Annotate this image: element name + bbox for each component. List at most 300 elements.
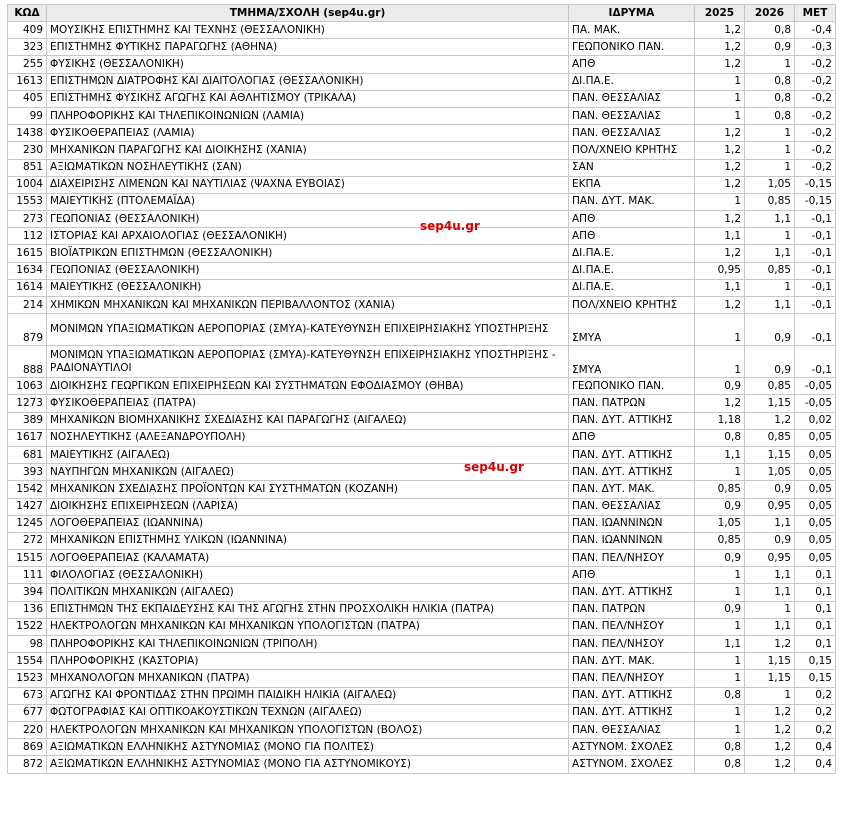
cell-2025: 1,18 <box>695 412 745 429</box>
cell-institution: ΕΚΠΑ <box>569 176 695 193</box>
cell-code: 1613 <box>8 73 47 90</box>
cell-change: 0,4 <box>795 756 836 773</box>
cell-institution: ΔΠΘ <box>569 429 695 446</box>
header-institution: ΙΔΡΥΜΑ <box>569 5 695 22</box>
cell-2026: 1 <box>745 228 795 245</box>
cell-change: 0,2 <box>795 687 836 704</box>
cell-institution: ΠΑΝ. ΔΥΤ. ΑΤΤΙΚΗΣ <box>569 412 695 429</box>
cell-2026: 1,15 <box>745 395 795 412</box>
cell-2026: 0,8 <box>745 107 795 124</box>
cell-department: ΜΑΙΕΥΤΙΚΗΣ (ΑΙΓΑΛΕΩ) <box>47 446 569 463</box>
table-row <box>8 395 836 412</box>
cell-2025: 1,2 <box>695 297 745 314</box>
cell-institution: ΠΑΝ. ΠΕΛ/ΝΗΣΟΥ <box>569 670 695 687</box>
table-row <box>8 73 836 90</box>
cell-2026: 1,1 <box>745 211 795 228</box>
table-row <box>8 346 836 378</box>
cell-institution: ΑΣΤΥΝΟΜ. ΣΧΟΛΕΣ <box>569 756 695 773</box>
cell-2025: 1 <box>695 346 745 378</box>
cell-2026: 1,15 <box>745 446 795 463</box>
cell-change: -0,3 <box>795 39 836 56</box>
cell-change: 0,05 <box>795 446 836 463</box>
cell-2026: 1,2 <box>745 739 795 756</box>
cell-code: 872 <box>8 756 47 773</box>
cell-institution: ΠΑΝ. ΙΩΑΝΝΙΝΩΝ <box>569 515 695 532</box>
cell-change: -0,05 <box>795 378 836 395</box>
cell-institution: ΣΜΥΑ <box>569 314 695 346</box>
cell-institution: ΑΠΘ <box>569 56 695 73</box>
table-row <box>8 279 836 296</box>
cell-institution: ΠΑΝ. ΔΥΤ. ΜΑΚ. <box>569 193 695 210</box>
cell-change: -0,4 <box>795 22 836 39</box>
table-row <box>8 601 836 618</box>
cell-code: 1245 <box>8 515 47 532</box>
cell-code: 272 <box>8 532 47 549</box>
results-table <box>7 4 836 774</box>
header-2025: 2025 <box>695 5 745 22</box>
cell-code: 255 <box>8 56 47 73</box>
cell-department: ΑΓΩΓΗΣ ΚΑΙ ΦΡΟΝΤΙΔΑΣ ΣΤΗΝ ΠΡΩΙΜΗ ΠΑΙΔΙΚΗ ΗΛΙΚΙΑ (ΑΙΓΑΛΕΩ) <box>47 687 569 704</box>
table-row <box>8 245 836 262</box>
cell-department: ΜΟΝΙΜΩΝ ΥΠΑΞΙΩΜΑΤΙΚΩΝ ΑΕΡΟΠΟΡΙΑΣ (ΣΜΥΑ)-ΚΑΤΕΥΘΥΝΣΗ ΕΠΙΧΕΙΡΗΣΙΑΚΗΣ ΥΠΟΣΤΗΡΙΞΗΣ <box>47 314 569 346</box>
cell-department: ΠΛΗΡΟΦΟΡΙΚΗΣ ΚΑΙ ΤΗΛΕΠΙΚΟΙΝΩΝΙΩΝ (ΛΑΜΙΑ) <box>47 107 569 124</box>
cell-code: 1554 <box>8 653 47 670</box>
cell-2026: 0,85 <box>745 429 795 446</box>
cell-2026: 0,95 <box>745 550 795 567</box>
header-2026: 2026 <box>745 5 795 22</box>
cell-department: ΜΟΝΙΜΩΝ ΥΠΑΞΙΩΜΑΤΙΚΩΝ ΑΕΡΟΠΟΡΙΑΣ (ΣΜΥΑ)-ΚΑΤΕΥΘΥΝΣΗ ΕΠΙΧΕΙΡΗΣΙΑΚΗΣ ΥΠΟΣΤΗΡΙΞΗΣ - ΡΑΔΙΟΝΑΥΤΙΛΟΙ <box>47 346 569 378</box>
cell-2025: 1,2 <box>695 142 745 159</box>
cell-institution: ΠΑΝ. ΘΕΣΣΑΛΙΑΣ <box>569 125 695 142</box>
cell-change: -0,2 <box>795 159 836 176</box>
cell-2025: 1 <box>695 670 745 687</box>
cell-2026: 0,9 <box>745 346 795 378</box>
cell-2025: 0,85 <box>695 532 745 549</box>
cell-2026: 0,9 <box>745 481 795 498</box>
cell-change: -0,1 <box>795 279 836 296</box>
cell-change: -0,15 <box>795 176 836 193</box>
table-row <box>8 550 836 567</box>
table-row <box>8 297 836 314</box>
cell-institution: ΑΣΤΥΝΟΜ. ΣΧΟΛΕΣ <box>569 739 695 756</box>
cell-2025: 0,95 <box>695 262 745 279</box>
table-row <box>8 567 836 584</box>
cell-code: 851 <box>8 159 47 176</box>
cell-code: 879 <box>8 314 47 346</box>
cell-code: 1617 <box>8 429 47 446</box>
cell-2026: 1,05 <box>745 176 795 193</box>
cell-2026: 1 <box>745 142 795 159</box>
cell-institution: ΠΑΝ. ΔΥΤ. ΑΤΤΙΚΗΣ <box>569 446 695 463</box>
cell-2025: 1,05 <box>695 515 745 532</box>
cell-change: 0,4 <box>795 739 836 756</box>
cell-department: ΜΗΧΑΝΙΚΩΝ ΣΧΕΔΙΑΣΗΣ ΠΡΟΪΟΝΤΩΝ ΚΑΙ ΣΥΣΤΗΜΑΤΩΝ (ΚΟΖΑΝΗ) <box>47 481 569 498</box>
cell-2025: 0,9 <box>695 550 745 567</box>
cell-2025: 0,9 <box>695 498 745 515</box>
cell-change: -0,1 <box>795 228 836 245</box>
cell-code: 1273 <box>8 395 47 412</box>
cell-code: 273 <box>8 211 47 228</box>
cell-institution: ΣΜΥΑ <box>569 346 695 378</box>
cell-department: ΛΟΓΟΘΕΡΑΠΕΙΑΣ (ΚΑΛΑΜΑΤΑ) <box>47 550 569 567</box>
cell-2025: 1,2 <box>695 39 745 56</box>
watermark: sep4u.gr <box>420 219 480 233</box>
table-row <box>8 107 836 124</box>
cell-2026: 1,2 <box>745 636 795 653</box>
cell-code: 389 <box>8 412 47 429</box>
table-row <box>8 584 836 601</box>
cell-2026: 0,8 <box>745 73 795 90</box>
cell-2025: 1 <box>695 704 745 721</box>
cell-code: 677 <box>8 704 47 721</box>
cell-institution: ΠΑΝ. ΔΥΤ. ΜΑΚ. <box>569 653 695 670</box>
cell-department: ΜΑΙΕΥΤΙΚΗΣ (ΠΤΟΛΕΜΑΪΔΑ) <box>47 193 569 210</box>
cell-change: 0,05 <box>795 550 836 567</box>
cell-change: -0,15 <box>795 193 836 210</box>
cell-change: -0,05 <box>795 395 836 412</box>
cell-2025: 0,8 <box>695 739 745 756</box>
cell-change: 0,05 <box>795 481 836 498</box>
cell-department: ΑΞΙΩΜΑΤΙΚΩΝ ΕΛΛΗΝΙΚΗΣ ΑΣΤΥΝΟΜΙΑΣ (ΜΟΝΟ ΓΙΑ ΠΟΛΙΤΕΣ) <box>47 739 569 756</box>
table-row <box>8 704 836 721</box>
table-row <box>8 687 836 704</box>
cell-2025: 1 <box>695 464 745 481</box>
cell-change: -0,1 <box>795 211 836 228</box>
cell-department: ΝΑΥΠΗΓΩΝ ΜΗΧΑΝΙΚΩΝ (ΑΙΓΑΛΕΩ) <box>47 464 569 481</box>
cell-department: ΕΠΙΣΤΗΜΗΣ ΦΥΣΙΚΗΣ ΑΓΩΓΗΣ ΚΑΙ ΑΘΛΗΤΙΣΜΟΥ (ΤΡΙΚΑΛΑ) <box>47 90 569 107</box>
cell-code: 1515 <box>8 550 47 567</box>
cell-2025: 1,2 <box>695 56 745 73</box>
cell-institution: ΠΑΝ. ΠΕΛ/ΝΗΣΟΥ <box>569 618 695 635</box>
cell-code: 1523 <box>8 670 47 687</box>
cell-department: ΜΗΧΑΝΙΚΩΝ ΒΙΟΜΗΧΑΝΙΚΗΣ ΣΧΕΔΙΑΣΗΣ ΚΑΙ ΠΑΡΑΓΩΓΗΣ (ΑΙΓΑΛΕΩ) <box>47 412 569 429</box>
table-row <box>8 670 836 687</box>
cell-code: 323 <box>8 39 47 56</box>
cell-change: -0,2 <box>795 56 836 73</box>
cell-2025: 1 <box>695 314 745 346</box>
cell-institution: ΠΑΝ. ΘΕΣΣΑΛΙΑΣ <box>569 721 695 738</box>
cell-change: 0,1 <box>795 618 836 635</box>
cell-department: ΠΛΗΡΟΦΟΡΙΚΗΣ (ΚΑΣΤΟΡΙΑ) <box>47 653 569 670</box>
cell-department: ΜΟΥΣΙΚΗΣ ΕΠΙΣΤΗΜΗΣ ΚΑΙ ΤΕΧΝΗΣ (ΘΕΣΣΑΛΟΝΙΚΗ) <box>47 22 569 39</box>
header-row <box>8 5 836 22</box>
cell-2026: 0,9 <box>745 39 795 56</box>
cell-department: ΦΥΣΙΚΟΘΕΡΑΠΕΙΑΣ (ΠΑΤΡΑ) <box>47 395 569 412</box>
cell-code: 98 <box>8 636 47 653</box>
cell-change: 0,05 <box>795 464 836 481</box>
cell-institution: ΑΠΘ <box>569 211 695 228</box>
cell-department: ΛΟΓΟΘΕΡΑΠΕΙΑΣ (ΙΩΑΝΝΙΝΑ) <box>47 515 569 532</box>
table-row <box>8 159 836 176</box>
cell-institution: ΔΙ.ΠΑ.Ε. <box>569 73 695 90</box>
cell-change: 0,15 <box>795 670 836 687</box>
cell-department: ΔΙΟΙΚΗΣΗΣ ΓΕΩΡΓΙΚΩΝ ΕΠΙΧΕΙΡΗΣΕΩΝ ΚΑΙ ΣΥΣΤΗΜΑΤΩΝ ΕΦΟΔΙΑΣΜΟΥ (ΘΗΒΑ) <box>47 378 569 395</box>
cell-institution: ΠΑΝ. ΔΥΤ. ΑΤΤΙΚΗΣ <box>569 584 695 601</box>
cell-2026: 1,2 <box>745 721 795 738</box>
cell-2026: 1 <box>745 687 795 704</box>
cell-department: ΕΠΙΣΤΗΜΩΝ ΤΗΣ ΕΚΠΑΙΔΕΥΣΗΣ ΚΑΙ ΤΗΣ ΑΓΩΓΗΣ ΣΤΗΝ ΠΡΟΣΧΟΛΙΚΗ ΗΛΙΚΙΑ (ΠΑΤΡΑ) <box>47 601 569 618</box>
cell-2025: 1 <box>695 107 745 124</box>
cell-2026: 1,2 <box>745 412 795 429</box>
cell-institution: ΔΙ.ΠΑ.Ε. <box>569 279 695 296</box>
table-row <box>8 56 836 73</box>
cell-code: 681 <box>8 446 47 463</box>
cell-code: 869 <box>8 739 47 756</box>
cell-code: 673 <box>8 687 47 704</box>
cell-change: 0,2 <box>795 704 836 721</box>
cell-2026: 1 <box>745 601 795 618</box>
cell-2026: 1,15 <box>745 670 795 687</box>
cell-code: 394 <box>8 584 47 601</box>
cell-code: 136 <box>8 601 47 618</box>
cell-department: ΓΕΩΠΟΝΙΑΣ (ΘΕΣΣΑΛΟΝΙΚΗ) <box>47 211 569 228</box>
cell-2026: 0,95 <box>745 498 795 515</box>
cell-2026: 0,85 <box>745 378 795 395</box>
cell-code: 888 <box>8 346 47 378</box>
cell-2025: 1,2 <box>695 211 745 228</box>
cell-code: 1634 <box>8 262 47 279</box>
cell-institution: ΠΑΝ. ΔΥΤ. ΑΤΤΙΚΗΣ <box>569 704 695 721</box>
cell-2025: 1,1 <box>695 228 745 245</box>
cell-department: ΑΞΙΩΜΑΤΙΚΩΝ ΕΛΛΗΝΙΚΗΣ ΑΣΤΥΝΟΜΙΑΣ (ΜΟΝΟ ΓΙΑ ΑΣΤΥΝΟΜΙΚΟΥΣ) <box>47 756 569 773</box>
cell-department: ΜΗΧΑΝΙΚΩΝ ΕΠΙΣΤΗΜΗΣ ΥΛΙΚΩΝ (ΙΩΑΝΝΙΝΑ) <box>47 532 569 549</box>
cell-code: 230 <box>8 142 47 159</box>
cell-2025: 1,2 <box>695 395 745 412</box>
cell-department: ΕΠΙΣΤΗΜΗΣ ΦΥΤΙΚΗΣ ΠΑΡΑΓΩΓΗΣ (ΑΘΗΝΑ) <box>47 39 569 56</box>
cell-2025: 1 <box>695 618 745 635</box>
cell-2025: 1 <box>695 90 745 107</box>
cell-department: ΗΛΕΚΤΡΟΛΟΓΩΝ ΜΗΧΑΝΙΚΩΝ ΚΑΙ ΜΗΧΑΝΙΚΩΝ ΥΠΟΛΟΓΙΣΤΩΝ (ΒΟΛΟΣ) <box>47 721 569 738</box>
cell-2025: 1 <box>695 721 745 738</box>
table-row <box>8 532 836 549</box>
cell-2026: 0,8 <box>745 22 795 39</box>
cell-change: 0,02 <box>795 412 836 429</box>
table-row <box>8 314 836 346</box>
cell-code: 409 <box>8 22 47 39</box>
table-row <box>8 756 836 773</box>
cell-change: -0,2 <box>795 90 836 107</box>
cell-change: 0,1 <box>795 584 836 601</box>
table-row <box>8 193 836 210</box>
table-row <box>8 481 836 498</box>
table-row <box>8 39 836 56</box>
cell-code: 1004 <box>8 176 47 193</box>
cell-department: ΠΛΗΡΟΦΟΡΙΚΗΣ ΚΑΙ ΤΗΛΕΠΙΚΟΙΝΩΝΙΩΝ (ΤΡΙΠΟΛΗ) <box>47 636 569 653</box>
cell-code: 1553 <box>8 193 47 210</box>
cell-code: 1427 <box>8 498 47 515</box>
header-department: ΤΜΗΜΑ/ΣΧΟΛΗ (sep4u.gr) <box>47 5 569 22</box>
cell-department: ΒΙΟΪΑΤΡΙΚΩΝ ΕΠΙΣΤΗΜΩΝ (ΘΕΣΣΑΛΟΝΙΚΗ) <box>47 245 569 262</box>
table-row <box>8 412 836 429</box>
cell-change: 0,05 <box>795 429 836 446</box>
table-row <box>8 125 836 142</box>
cell-change: 0,2 <box>795 721 836 738</box>
cell-2025: 0,8 <box>695 429 745 446</box>
cell-department: ΦΙΛΟΛΟΓΙΑΣ (ΘΕΣΣΑΛΟΝΙΚΗ) <box>47 567 569 584</box>
cell-2026: 1,1 <box>745 618 795 635</box>
cell-institution: ΠΑΝ. ΔΥΤ. ΜΑΚ. <box>569 481 695 498</box>
table-row <box>8 90 836 107</box>
cell-code: 214 <box>8 297 47 314</box>
cell-code: 111 <box>8 567 47 584</box>
cell-code: 1542 <box>8 481 47 498</box>
cell-2025: 1,2 <box>695 159 745 176</box>
cell-2026: 1,05 <box>745 464 795 481</box>
cell-2026: 1,2 <box>745 704 795 721</box>
cell-change: 0,05 <box>795 532 836 549</box>
cell-2025: 0,8 <box>695 756 745 773</box>
cell-change: 0,1 <box>795 636 836 653</box>
cell-department: ΦΩΤΟΓΡΑΦΙΑΣ ΚΑΙ ΟΠΤΙΚΟΑΚΟΥΣΤΙΚΩΝ ΤΕΧΝΩΝ (ΑΙΓΑΛΕΩ) <box>47 704 569 721</box>
cell-department: ΗΛΕΚΤΡΟΛΟΓΩΝ ΜΗΧΑΝΙΚΩΝ ΚΑΙ ΜΗΧΑΝΙΚΩΝ ΥΠΟΛΟΓΙΣΤΩΝ (ΠΑΤΡΑ) <box>47 618 569 635</box>
cell-change: 0,1 <box>795 567 836 584</box>
cell-2026: 0,9 <box>745 532 795 549</box>
cell-institution: ΠΑΝ. ΔΥΤ. ΑΤΤΙΚΗΣ <box>569 464 695 481</box>
cell-institution: ΠΟΛ/ΧΝΕΙΟ ΚΡΗΤΗΣ <box>569 142 695 159</box>
cell-2026: 1,1 <box>745 515 795 532</box>
cell-2026: 0,8 <box>745 90 795 107</box>
cell-2026: 1 <box>745 125 795 142</box>
cell-2025: 0,85 <box>695 481 745 498</box>
cell-2025: 1 <box>695 567 745 584</box>
cell-institution: ΣΑΝ <box>569 159 695 176</box>
cell-2026: 0,85 <box>745 193 795 210</box>
watermark: sep4u.gr <box>464 460 524 474</box>
table-row <box>8 446 836 463</box>
cell-department: ΜΑΙΕΥΤΙΚΗΣ (ΘΕΣΣΑΛΟΝΙΚΗ) <box>47 279 569 296</box>
cell-institution: ΔΙ.ΠΑ.Ε. <box>569 245 695 262</box>
cell-2026: 1,1 <box>745 245 795 262</box>
cell-2025: 0,8 <box>695 687 745 704</box>
cell-2025: 1,1 <box>695 279 745 296</box>
cell-code: 405 <box>8 90 47 107</box>
cell-institution: ΔΙ.ΠΑ.Ε. <box>569 262 695 279</box>
header-change: ΜΕΤ <box>795 5 836 22</box>
cell-change: -0,2 <box>795 142 836 159</box>
cell-institution: ΠΑΝ. ΠΑΤΡΩΝ <box>569 601 695 618</box>
cell-department: ΓΕΩΠΟΝΙΑΣ (ΘΕΣΣΑΛΟΝΙΚΗ) <box>47 262 569 279</box>
cell-department: ΦΥΣΙΚΗΣ (ΘΕΣΣΑΛΟΝΙΚΗ) <box>47 56 569 73</box>
table-row <box>8 429 836 446</box>
table-row <box>8 464 836 481</box>
cell-change: 0,15 <box>795 653 836 670</box>
cell-department: ΑΞΙΩΜΑΤΙΚΩΝ ΝΟΣΗΛΕΥΤΙΚΗΣ (ΣΑΝ) <box>47 159 569 176</box>
table-row <box>8 721 836 738</box>
cell-institution: ΑΠΘ <box>569 228 695 245</box>
cell-change: 0,05 <box>795 498 836 515</box>
header-code: ΚΩΔ <box>8 5 47 22</box>
cell-2026: 1,1 <box>745 567 795 584</box>
cell-change: 0,05 <box>795 515 836 532</box>
table-wrapper <box>7 4 836 774</box>
table-row <box>8 176 836 193</box>
cell-institution: ΓΕΩΠΟΝΙΚΟ ΠΑΝ. <box>569 378 695 395</box>
cell-2025: 1 <box>695 73 745 90</box>
cell-2025: 1,2 <box>695 176 745 193</box>
cell-institution: ΠΑΝ. ΘΕΣΣΑΛΙΑΣ <box>569 107 695 124</box>
cell-department: ΦΥΣΙΚΟΘΕΡΑΠΕΙΑΣ (ΛΑΜΙΑ) <box>47 125 569 142</box>
cell-2025: 1,2 <box>695 22 745 39</box>
cell-2026: 1 <box>745 159 795 176</box>
cell-2025: 1 <box>695 584 745 601</box>
cell-institution: ΠΑΝ. ΙΩΑΝΝΙΝΩΝ <box>569 532 695 549</box>
cell-institution: ΓΕΩΠΟΝΙΚΟ ΠΑΝ. <box>569 39 695 56</box>
cell-code: 220 <box>8 721 47 738</box>
table-row <box>8 515 836 532</box>
cell-code: 1522 <box>8 618 47 635</box>
cell-2026: 1,1 <box>745 584 795 601</box>
cell-institution: ΠΑΝ. ΠΑΤΡΩΝ <box>569 395 695 412</box>
table-row <box>8 378 836 395</box>
cell-change: -0,1 <box>795 346 836 378</box>
cell-code: 112 <box>8 228 47 245</box>
cell-2025: 1,1 <box>695 446 745 463</box>
cell-2026: 1,1 <box>745 297 795 314</box>
cell-change: -0,2 <box>795 125 836 142</box>
cell-change: -0,2 <box>795 73 836 90</box>
table-row <box>8 739 836 756</box>
cell-change: -0,1 <box>795 314 836 346</box>
cell-change: -0,2 <box>795 107 836 124</box>
table-row <box>8 262 836 279</box>
cell-institution: ΠΟΛ/ΧΝΕΙΟ ΚΡΗΤΗΣ <box>569 297 695 314</box>
table-body <box>8 22 836 774</box>
cell-institution: ΠΑΝ. ΠΕΛ/ΝΗΣΟΥ <box>569 550 695 567</box>
cell-2026: 1 <box>745 56 795 73</box>
cell-2025: 0,9 <box>695 378 745 395</box>
cell-institution: ΠΑ. ΜΑΚ. <box>569 22 695 39</box>
table-row <box>8 142 836 159</box>
cell-department: ΔΙΟΙΚΗΣΗΣ ΕΠΙΧΕΙΡΗΣΕΩΝ (ΛΑΡΙΣΑ) <box>47 498 569 515</box>
cell-change: -0,1 <box>795 262 836 279</box>
cell-institution: ΠΑΝ. ΘΕΣΣΑΛΙΑΣ <box>569 90 695 107</box>
cell-department: ΧΗΜΙΚΩΝ ΜΗΧΑΝΙΚΩΝ ΚΑΙ ΜΗΧΑΝΙΚΩΝ ΠΕΡΙΒΑΛΛΟΝΤΟΣ (ΧΑΝΙΑ) <box>47 297 569 314</box>
cell-code: 1614 <box>8 279 47 296</box>
cell-2025: 1,2 <box>695 245 745 262</box>
table-row <box>8 653 836 670</box>
cell-department: ΠΟΛΙΤΙΚΩΝ ΜΗΧΑΝΙΚΩΝ (ΑΙΓΑΛΕΩ) <box>47 584 569 601</box>
table-row <box>8 636 836 653</box>
cell-department: ΜΗΧΑΝΙΚΩΝ ΠΑΡΑΓΩΓΗΣ ΚΑΙ ΔΙΟΙΚΗΣΗΣ (ΧΑΝΙΑ) <box>47 142 569 159</box>
cell-department: ΝΟΣΗΛΕΥΤΙΚΗΣ (ΑΛΕΞΑΝΔΡΟΥΠΟΛΗ) <box>47 429 569 446</box>
cell-institution: ΑΠΘ <box>569 567 695 584</box>
cell-2026: 1,15 <box>745 653 795 670</box>
cell-2026: 1 <box>745 279 795 296</box>
cell-2025: 1,2 <box>695 125 745 142</box>
cell-department: ΔΙΑΧΕΙΡΙΣΗΣ ΛΙΜΕΝΩΝ ΚΑΙ ΝΑΥΤΙΛΙΑΣ (ΨΑΧΝΑ ΕΥΒΟΙΑΣ) <box>47 176 569 193</box>
cell-department: ΕΠΙΣΤΗΜΩΝ ΔΙΑΤΡΟΦΗΣ ΚΑΙ ΔΙΑΙΤΟΛΟΓΙΑΣ (ΘΕΣΣΑΛΟΝΙΚΗ) <box>47 73 569 90</box>
table-row <box>8 22 836 39</box>
cell-code: 99 <box>8 107 47 124</box>
cell-2025: 1,1 <box>695 636 745 653</box>
cell-2025: 1 <box>695 653 745 670</box>
cell-institution: ΠΑΝ. ΠΕΛ/ΝΗΣΟΥ <box>569 636 695 653</box>
table-row <box>8 618 836 635</box>
cell-2025: 1 <box>695 193 745 210</box>
cell-department: ΜΗΧΑΝΟΛΟΓΩΝ ΜΗΧΑΝΙΚΩΝ (ΠΑΤΡΑ) <box>47 670 569 687</box>
cell-code: 393 <box>8 464 47 481</box>
cell-institution: ΠΑΝ. ΘΕΣΣΑΛΙΑΣ <box>569 498 695 515</box>
cell-2026: 0,9 <box>745 314 795 346</box>
cell-2026: 1,2 <box>745 756 795 773</box>
cell-2026: 0,85 <box>745 262 795 279</box>
table-row <box>8 498 836 515</box>
cell-department: ΙΣΤΟΡΙΑΣ ΚΑΙ ΑΡΧΑΙΟΛΟΓΙΑΣ (ΘΕΣΣΑΛΟΝΙΚΗ) <box>47 228 569 245</box>
cell-code: 1615 <box>8 245 47 262</box>
cell-institution: ΠΑΝ. ΔΥΤ. ΑΤΤΙΚΗΣ <box>569 687 695 704</box>
cell-change: -0,1 <box>795 297 836 314</box>
cell-change: -0,1 <box>795 245 836 262</box>
